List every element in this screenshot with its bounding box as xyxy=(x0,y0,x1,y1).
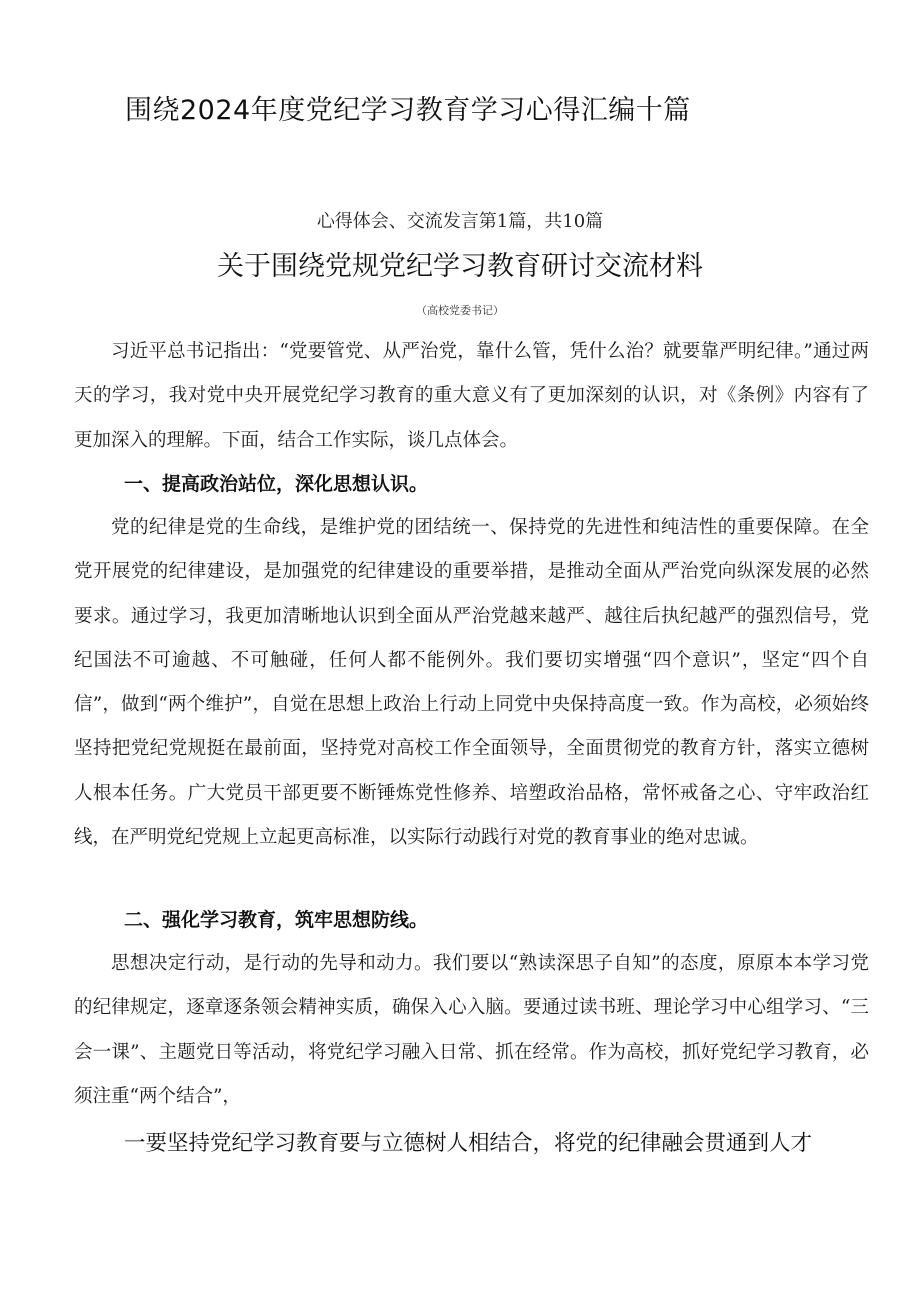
document-main-title: 围绕2024年度党纪学习教育学习心得汇编十篇 xyxy=(125,95,691,126)
section-1-paragraph: 党的纪律是党的生命线，是维护党的团结统一、保持党的先进性和纯洁性的重要保障。在全党开展党的纪律建设，是加强党的纪律建设的重要举措，是推动全面从严治党向纵深发展的必然要求。通过学习，我更加清晰地认识到全面从严治党越来越严、越往后执纪越严的强烈信号，党纪国法不可逾越、不可触碰，任何人都不能例外。我们要切实增强“四个意识”，坚定“四个自信”，做到“两个维护”，自觉在思想上政治上行动上同党中央保持高度一致。作为高校，必须始终坚持把党纪党规挺在最前面，坚持党对高校工作全面领导，全面贯彻党的教育方针，落实立德树人根本任务。广大党员干部更要不断锤炼党性修养、培塑政治品格，常怀戒备之心、守牢政治红线，在严明党纪党规上立起更高标准，以实际行动践行对党的教育事业的绝对忠诚。 xyxy=(74,517,869,849)
series-label: 心得体会、交流发言第1篇，共10篇 xyxy=(316,211,604,232)
article-title: 关于围绕党规党纪学习教育研讨交流材料 xyxy=(217,251,703,282)
intro-paragraph: 习近平总书记指出：“党要管党、从严治党，靠什么管，凭什么治？就要靠严明纪律。”通过两天的学习，我对党中央开展党纪学习教育的重大意义有了更加深刻的认识，对《条例》内容有了更加深入的理解。下面，结合工作实际，谈几点体会。 xyxy=(74,341,869,451)
section-heading-2: 二、强化学习教育，筑牢思想防线。 xyxy=(124,909,429,931)
point-1-paragraph: 一要坚持党纪学习教育要与立德树人相结合，将党的纪律融会贯通到人才 xyxy=(124,1131,813,1156)
section-heading-1: 一、提高政治站位，深化思想认识。 xyxy=(124,473,429,495)
author-note: （高校党委书记） xyxy=(416,304,504,317)
section-2-paragraph: 思想决定行动，是行动的先导和动力。我们要以“熟读深思子自知”的态度，原原本本学习党的纪律规定，逐章逐条领会精神实质，确保入心入脑。要通过读书班、理论学习中心组学习、“三会一课”、主题党日等活动，将党纪学习融入日常、抓在经常。作为高校，抓好党纪学习教育，必须注重“两个结合”， xyxy=(74,953,869,1107)
